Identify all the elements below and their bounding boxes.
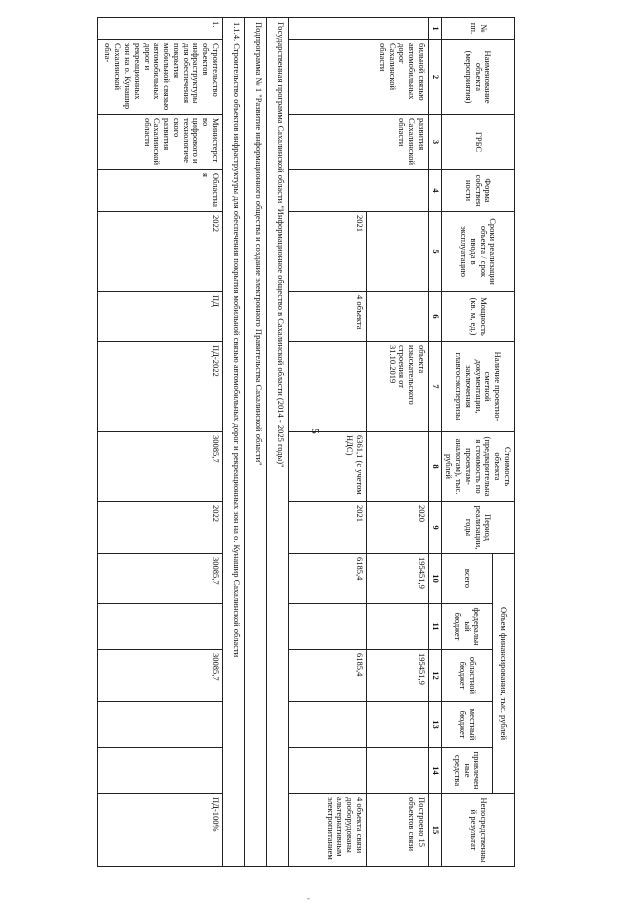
- cell-local: [288, 702, 366, 748]
- col-number: 12: [428, 650, 441, 702]
- cell-federal: [366, 604, 428, 650]
- cell-ownership: [288, 170, 428, 212]
- header-local: местный бюджет: [441, 702, 492, 748]
- col-number: 8: [428, 432, 441, 502]
- cell-num: 1.: [97, 18, 222, 40]
- cell-cost: 30085,7: [97, 432, 222, 502]
- header-capacity: Мощность (кв. м, ед.): [441, 292, 514, 342]
- header-docs: Наличие проектно-сметной документации, заключения главгосэкспертизы: [441, 342, 514, 432]
- cell-result: ПД-100%: [97, 794, 222, 867]
- header-attracted: привлеченные средства: [441, 748, 492, 794]
- col-number: 3: [428, 115, 441, 170]
- section-task-row: [222, 18, 244, 867]
- column-numbers-row: [428, 18, 441, 867]
- cell-result: Построено 15 объектов связи: [366, 794, 428, 867]
- cell-timing: 2022: [97, 212, 222, 292]
- section-subprogram: Подпрограмма № 1 "Развитие информационного общества и создание электронного Правительства Сахалинской области": [244, 18, 266, 867]
- col-number: 6: [428, 292, 441, 342]
- col-number: 5: [428, 212, 441, 292]
- cell-grbs: Министерство цифрового и технологического развития Сахалинской области: [97, 115, 222, 170]
- cell-result: 4 объекта связи дооборудованы альтернативным электропитанием: [288, 794, 366, 867]
- cell-local: [97, 702, 222, 748]
- cell-attracted: [288, 748, 366, 794]
- financing-table: [97, 17, 515, 867]
- header-name: Наименование объекта (мероприятия): [441, 40, 514, 115]
- cell-timing: 2021: [288, 212, 366, 292]
- header-timing: Сроки реализации объекта / срок ввода в эксплуатацию: [441, 212, 514, 292]
- header-period: Период реализации, годы: [441, 502, 514, 554]
- cell-capacity: ПД: [97, 292, 222, 342]
- cell-name: Строительство объектов инфраструктуры для обеспечения покрытия мобильной связью автомобильных дорог и рекреационных зон на о. Кунашир Сахалинской обла-: [97, 40, 222, 115]
- rotated-table-container: [90, 17, 515, 863]
- cell-capacity: [366, 292, 428, 342]
- section-subprogram-row: [244, 18, 266, 867]
- cell-docs: [288, 342, 366, 432]
- cell-total: 195451,9: [366, 554, 428, 604]
- cell-attracted: [366, 748, 428, 794]
- cell-regional: 6185,4: [288, 650, 366, 702]
- header-row-1: [492, 18, 514, 867]
- col-number: 15: [428, 794, 441, 867]
- cell-total: 30085,7: [97, 554, 222, 604]
- header-federal: федеральный бюджет: [441, 604, 492, 650]
- section-program-row: [266, 18, 288, 867]
- cell-attracted: [97, 748, 222, 794]
- col-number: 7: [428, 342, 441, 432]
- header-regional: областной бюджет: [441, 650, 492, 702]
- cell-timing: [366, 212, 428, 292]
- cell-num: [288, 18, 428, 40]
- bottom-mark: -: [307, 893, 310, 903]
- col-number: 14: [428, 748, 441, 794]
- cell-federal: [288, 604, 366, 650]
- cell-docs: объекта изыскательского строения от 31.10.2019: [366, 342, 428, 432]
- section-program: Государственная программа Сахалинской области "Информационное общество в Сахалинской области (2014 - 2025 годы)": [266, 18, 288, 867]
- col-number: 1: [428, 18, 441, 40]
- cell-cost: 6361,1 (с учетом НДС): [288, 432, 366, 502]
- table-row-a: [366, 18, 428, 867]
- page-number: 5: [308, 428, 321, 434]
- col-number: 9: [428, 502, 441, 554]
- cell-grbs: развития Сахалинской области: [288, 115, 428, 170]
- col-number: 10: [428, 554, 441, 604]
- col-number: 2: [428, 40, 441, 115]
- header-grbs: ГРБС: [441, 115, 514, 170]
- cell-cost: [366, 432, 428, 502]
- table-row-c: [97, 18, 222, 867]
- cell-ownership: Областная: [97, 170, 222, 212]
- cell-total: 6185,4: [288, 554, 366, 604]
- header-funding-group: Объем финансирования, тыс. рублей: [492, 554, 514, 794]
- col-number: 11: [428, 604, 441, 650]
- cell-capacity: 4 объекта: [288, 292, 366, 342]
- cell-name: бильной связью автомобильных дорог Сахалинской области: [288, 40, 428, 115]
- header-cost: Стоимость объекта (предварительная стоимость по проектам-аналогам), тыс. рублей: [441, 432, 514, 502]
- section-task: 1.1.4. Строительство объектов инфраструктуры для обеспечения покрытия мобильной связью автомобильных дорог и рекреационных зон на о. Кунашир Сахалинской области: [222, 18, 244, 867]
- cell-docs: ПД-2022: [97, 342, 222, 432]
- header-ownership: Форма собственности: [441, 170, 514, 212]
- col-number: 13: [428, 702, 441, 748]
- header-num: № пп.: [441, 18, 514, 40]
- cell-period: 2022: [97, 502, 222, 554]
- cell-federal: [97, 604, 222, 650]
- cell-period: 2020: [366, 502, 428, 554]
- cell-period: 2021: [288, 502, 366, 554]
- col-number: 4: [428, 170, 441, 212]
- cell-local: [366, 702, 428, 748]
- header-total: всего: [441, 554, 492, 604]
- header-result: Непосредственный результат: [441, 794, 514, 867]
- cell-regional: 195451,9: [366, 650, 428, 702]
- cell-regional: 30085,7: [97, 650, 222, 702]
